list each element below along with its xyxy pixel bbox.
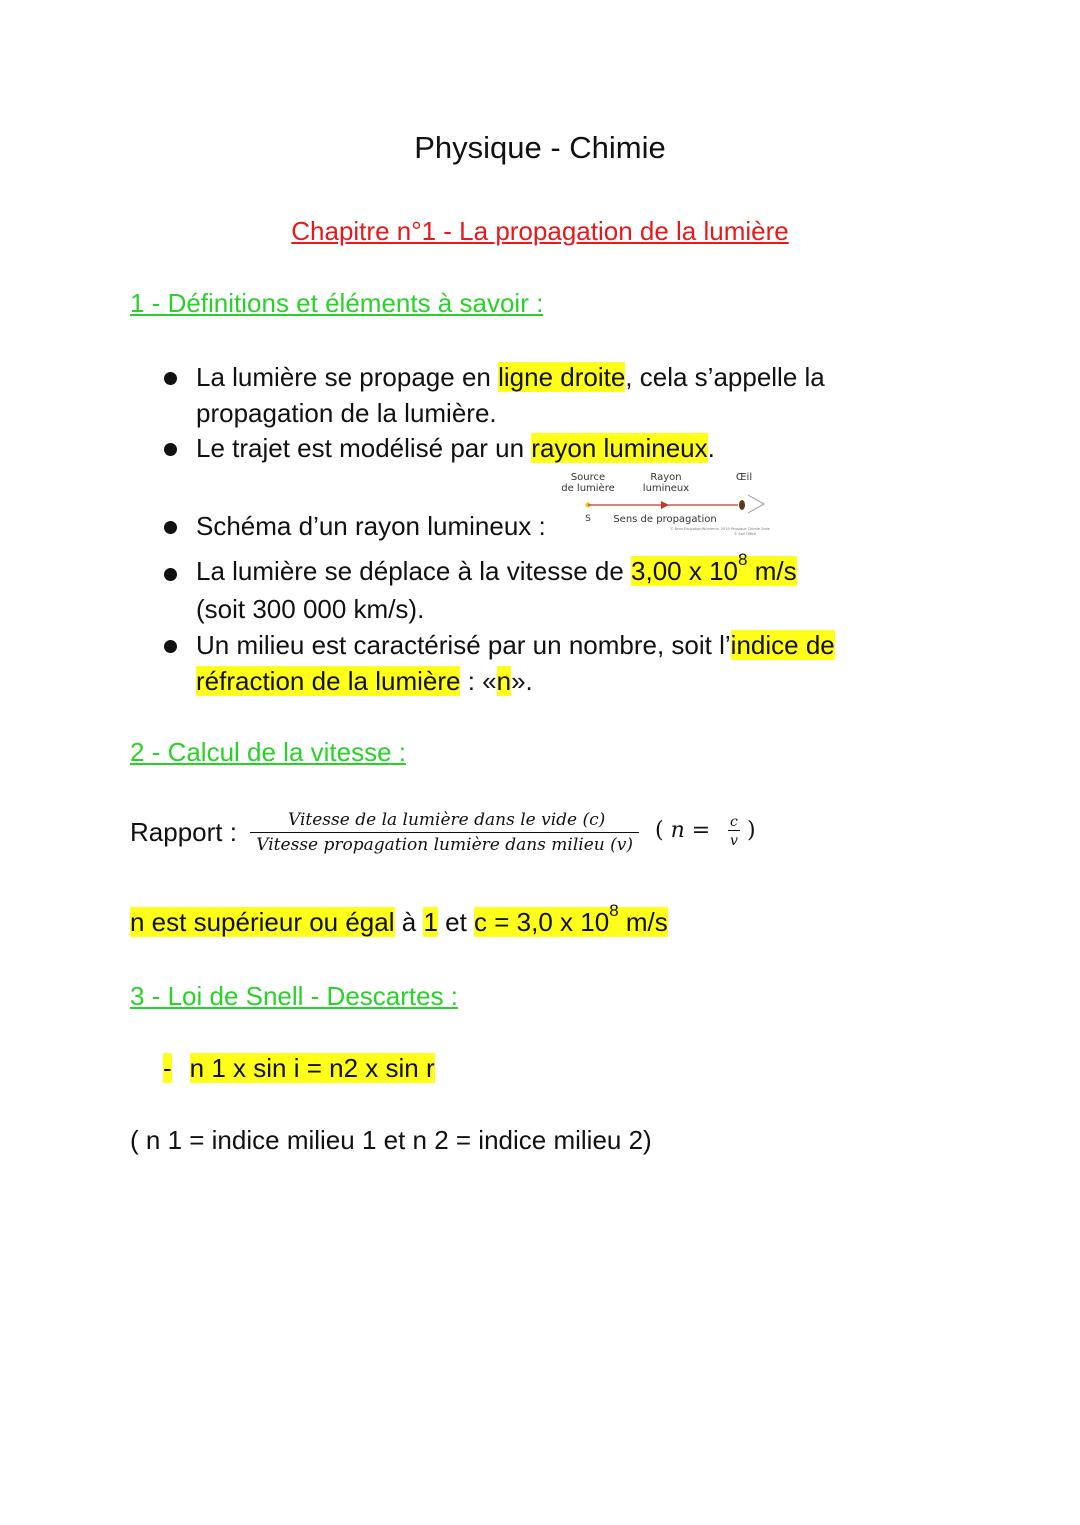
bullet-text: La lumière se propage en (196, 362, 499, 392)
bullet-text: ». (511, 666, 533, 696)
highlight-ligne-droite: ligne droite (498, 362, 626, 392)
diagram-credit: © Bron Education/Numerus, 2019 Physique Chimie 2nde (670, 527, 770, 531)
small-frac-c: c (730, 814, 738, 830)
diagram-ray-label: Rayon (650, 472, 682, 483)
highlight-rayon-lumineux: rayon lumineux (531, 433, 708, 463)
eye-outline-icon (748, 495, 764, 513)
bullet-text: Un milieu est caractérisé par un nombre, soit l’ (196, 630, 731, 660)
bullet-line-5b (196, 666, 533, 697)
c-value: c = 3,0 x 10 (474, 907, 610, 937)
bullet-line-4b: (soit 300 000 km/s). (196, 594, 425, 624)
small-frac-v: v (729, 833, 738, 849)
bullet-dot (164, 443, 177, 456)
statement-text: à (394, 907, 424, 937)
c-unit: m/s (618, 907, 668, 937)
bullet-dot (164, 521, 177, 534)
highlight-refraction: réfraction de la lumière (196, 666, 461, 696)
eye-icon (739, 500, 745, 510)
bullet-dot (164, 568, 177, 581)
bullet-dot (164, 372, 177, 385)
formula-fraction (250, 810, 639, 855)
snell-dash: - (163, 1053, 172, 1083)
bullet-line-4 (196, 550, 797, 587)
n-equals: n = (670, 818, 711, 843)
bullet-line-3: Schéma d’un rayon lumineux : (196, 511, 546, 541)
snell-law: n 1 x sin i = n2 x sin r (189, 1053, 435, 1083)
diagram-eye-label: Œil (735, 472, 753, 483)
bullet-line-1b: propagation de la lumière. (196, 398, 497, 428)
bullet-dot (164, 640, 177, 653)
snell-note: ( n 1 = indice milieu 1 et n 2 = indice milieu 2) (130, 1125, 652, 1155)
bullet-line-5 (196, 630, 835, 661)
highlight-c-value (474, 901, 668, 937)
highlight-n-superieur: n est supérieur ou égal (130, 907, 395, 937)
bullet-line-1 (196, 362, 825, 393)
highlight-n: n (496, 666, 512, 696)
c-exponent: 8 (609, 901, 619, 920)
bullet-text: , cela s’appelle la (625, 362, 825, 392)
statement-text: et (437, 907, 475, 937)
diagram-ray-label-2: lumineux (642, 483, 690, 494)
speed-statement (130, 901, 668, 938)
light-ray-diagram (555, 466, 780, 541)
section-3-heading: 3 - Loi de Snell - Descartes : (130, 981, 459, 1011)
bullet-text: . (707, 433, 715, 463)
formula-small-fraction (728, 814, 740, 849)
diagram-source-label: Source (570, 472, 606, 483)
section-1-heading: 1 - Définitions et éléments à savoir : (130, 288, 544, 318)
paren-close: ) (747, 818, 756, 843)
highlight-speed (631, 550, 797, 586)
bullet-text: La lumière se déplace à la vitesse de (196, 556, 632, 586)
ray-arrow-icon (661, 501, 669, 509)
bullet-text: Le trajet est modélisé par un (196, 433, 532, 463)
formula-denominator: Vitesse propagation lumière dans milieu (v) (256, 835, 634, 855)
paren-open: ( (655, 818, 664, 843)
highlight-indice: indice de (730, 630, 835, 660)
section-2-heading: 2 - Calcul de la vitesse : (130, 737, 407, 767)
chapter-heading: Chapitre n°1 - La propagation de la lumière (291, 216, 789, 246)
speed-unit: m/s (747, 556, 797, 586)
formula-prefix: Rapport : (130, 817, 237, 847)
diagram-source-label-2: de lumière (561, 483, 615, 494)
page-title: Physique - Chimie (414, 130, 666, 165)
speed-exponent: 8 (738, 550, 748, 569)
bullet-line-2 (196, 433, 715, 464)
highlight-one: 1 (423, 907, 438, 937)
bullet-text: : « (460, 666, 497, 696)
diagram-s-label: S (585, 514, 591, 524)
formula-n-equation (655, 818, 710, 843)
speed-value: 3,00 x 10 (631, 556, 739, 586)
diagram-credit-2: © Sell Office (733, 532, 757, 536)
diagram-direction-label: Sens de propagation (613, 514, 717, 525)
snell-law-line (163, 1053, 435, 1084)
formula-numerator: Vitesse de la lumière dans le vide (c) (250, 810, 639, 833)
